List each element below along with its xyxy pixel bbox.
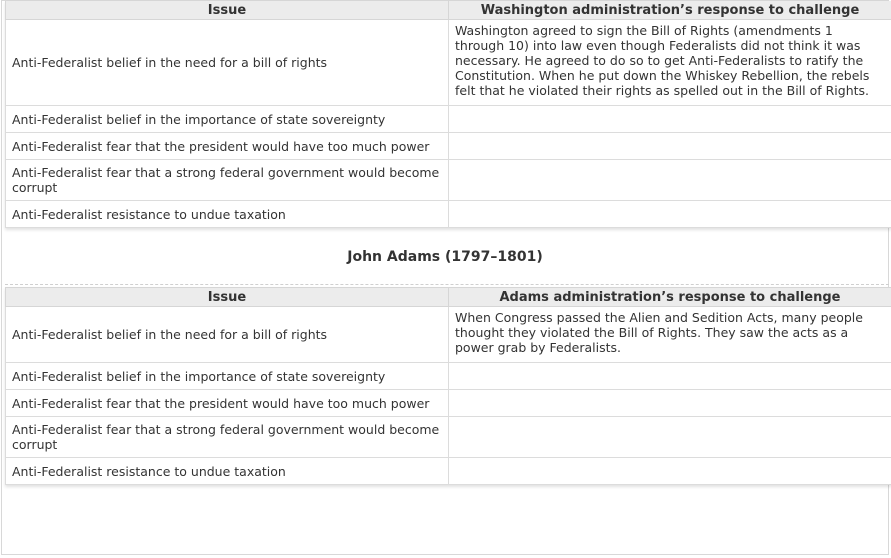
table-header-row <box>6 288 891 307</box>
document-page <box>1 0 889 555</box>
table-row <box>6 417 891 458</box>
response-cell[interactable] <box>449 133 891 160</box>
issue-cell: Anti-Federalist resistance to undue taxation <box>6 458 449 485</box>
response-cell[interactable] <box>449 390 891 417</box>
table-row <box>6 307 891 363</box>
issue-cell: Anti-Federalist resistance to undue taxation <box>6 201 449 228</box>
adams-section-title: John Adams (1797–1801) <box>347 249 543 265</box>
table-row <box>6 106 891 133</box>
issue-cell: Anti-Federalist belief in the importance of state sovereignty <box>6 363 449 390</box>
response-column-header: Washington administration’s response to challenge <box>449 1 891 20</box>
response-cell[interactable] <box>449 458 891 485</box>
response-cell[interactable] <box>449 363 891 390</box>
table-row <box>6 390 891 417</box>
table-row <box>6 160 891 201</box>
adams-table <box>5 287 891 485</box>
issue-cell: Anti-Federalist fear that a strong federal government would become corrupt <box>6 160 449 201</box>
issue-column-header: Issue <box>6 1 449 20</box>
section-divider <box>5 284 889 285</box>
response-cell[interactable]: When Congress passed the Alien and Sedition Acts, many people thought they violated the Bill of Rights. They saw the acts as a power grab by Federalists. <box>449 307 891 363</box>
issue-cell: Anti-Federalist belief in the need for a bill of rights <box>6 20 449 106</box>
issue-cell: Anti-Federalist belief in the need for a bill of rights <box>6 307 449 363</box>
table-row <box>6 201 891 228</box>
table-header-row <box>6 1 891 20</box>
issue-cell: Anti-Federalist belief in the importance of state sovereignty <box>6 106 449 133</box>
table-row <box>6 363 891 390</box>
issue-cell: Anti-Federalist fear that the president would have too much power <box>6 133 449 160</box>
washington-table <box>5 1 891 228</box>
issue-cell: Anti-Federalist fear that a strong federal government would become corrupt <box>6 417 449 458</box>
response-column-header: Adams administration’s response to challenge <box>449 288 891 307</box>
table-row <box>6 20 891 106</box>
table-row <box>6 458 891 485</box>
issue-cell: Anti-Federalist fear that the president would have too much power <box>6 390 449 417</box>
response-cell[interactable] <box>449 106 891 133</box>
table-row <box>6 133 891 160</box>
response-cell[interactable]: Washington agreed to sign the Bill of Rights (amendments 1 through 10) into law even though Federalists did not think it was necessary. He agreed to do so to get Anti-Federalists to ratify the Constitution. When he put down the Whiskey Rebellion, the rebels felt that he violated their rights as spelled out in the Bill of Rights. <box>449 20 891 106</box>
response-cell[interactable] <box>449 160 891 201</box>
response-cell[interactable] <box>449 201 891 228</box>
issue-column-header: Issue <box>6 288 449 307</box>
response-cell[interactable] <box>449 417 891 458</box>
